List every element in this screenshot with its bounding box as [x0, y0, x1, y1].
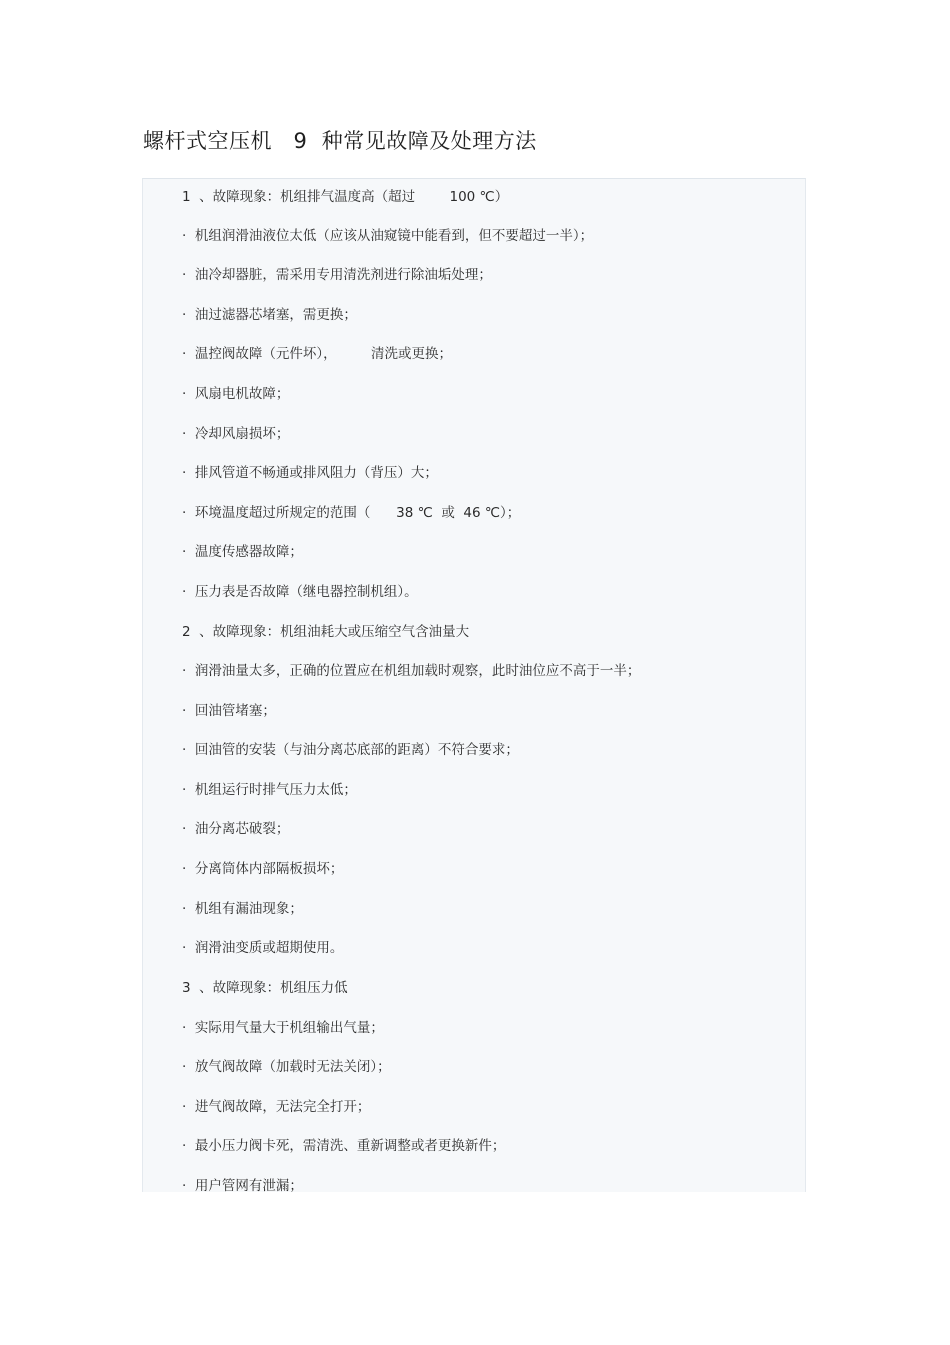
list-item: · 环境温度超过所规定的范围（ 38 ℃ 或 46 ℃）；: [182, 505, 521, 521]
section-heading-3: 3 、故障现象：机组压力低: [182, 980, 348, 996]
list-item: · 温度传感器故障；: [182, 544, 303, 560]
list-item: · 进气阀故障，无法完全打开；: [182, 1099, 371, 1115]
list-item: · 油冷却器脏，需采用专用清洗剂进行除油垢处理；: [182, 267, 492, 283]
list-item: · 机组运行时排气压力太低；: [182, 782, 357, 798]
content-panel: [142, 178, 806, 1192]
list-item: · 回油管的安装（与油分离芯底部的距离）不符合要求；: [182, 742, 519, 758]
list-item: · 回油管堵塞；: [182, 703, 276, 719]
list-item: · 分离筒体内部隔板损坏；: [182, 861, 344, 877]
list-item: · 冷却风扇损坏；: [182, 426, 290, 442]
list-item: · 润滑油变质或超期使用。: [182, 940, 344, 956]
list-item: · 机组有漏油现象；: [182, 901, 303, 917]
section-heading-1: 1 、故障现象：机组排气温度高（超过 100 ℃）: [182, 189, 509, 205]
list-item: · 风扇电机故障；: [182, 386, 290, 402]
list-item: · 压力表是否故障（继电器控制机组）。: [182, 584, 418, 600]
list-item: · 油过滤器芯堵塞，需更换；: [182, 307, 357, 323]
list-item: · 油分离芯破裂；: [182, 821, 290, 837]
list-item: · 润滑油量太多，正确的位置应在机组加载时观察，此时油位应不高于一半；: [182, 663, 641, 679]
list-item: · 放气阀故障（加载时无法关闭）；: [182, 1059, 391, 1075]
list-item: · 温控阀故障（元件坏）， 清洗或更换；: [182, 346, 452, 362]
list-item: · 最小压力阀卡死，需清洗、重新调整或者更换新件；: [182, 1138, 506, 1154]
document-title: 螺杆式空压机 9 种常见故障及处理方法: [143, 129, 537, 153]
list-item: · 用户管网有泄漏；: [182, 1178, 303, 1192]
section-heading-2: 2 、故障现象：机组油耗大或压缩空气含油量大: [182, 624, 470, 640]
list-item: · 实际用气量大于机组输出气量；: [182, 1020, 384, 1036]
list-item: · 排风管道不畅通或排风阻力（背压）大；: [182, 465, 438, 481]
list-item: · 机组润滑油液位太低（应该从油窥镜中能看到，但不要超过一半）；: [182, 228, 594, 244]
